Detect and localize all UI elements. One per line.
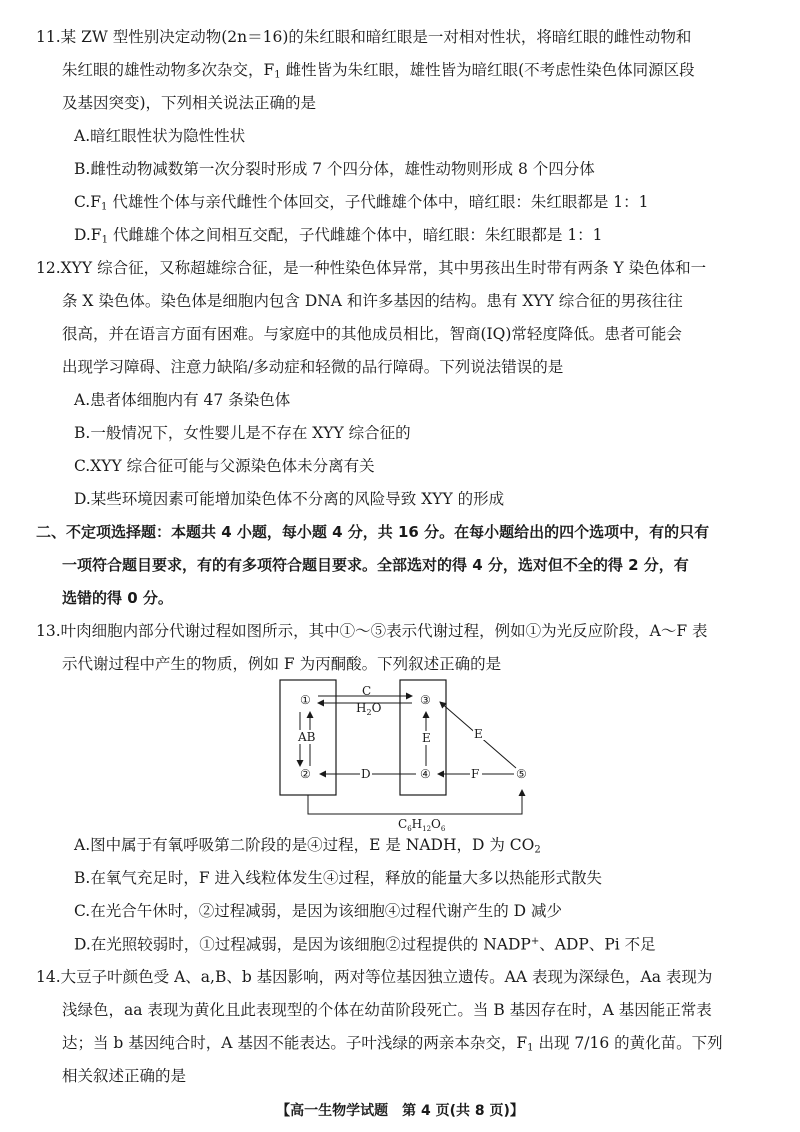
q14-stem-line-4: 相关叙述正确的是 [62, 1067, 187, 1085]
q11-option-text: D.F [74, 226, 102, 244]
q13-stem-line-1: 13.叶肉细胞内部分代谢过程如图所示，其中①～⑤表示代谢过程，例如①为光反应阶段，A～F 表 [36, 622, 708, 640]
q14-stem-line-3 [62, 1036, 723, 1054]
q11-text: 朱红眼的雄性动物多次杂交，F [62, 61, 275, 79]
process-1-label: ① [300, 693, 311, 707]
q14-text: 出现 7/16 的黄化苗。下列 [533, 1034, 723, 1052]
process-5-label: ⑤ [516, 767, 527, 781]
q14-text: 达；当 b 基因纯合时，A 基因不能表达。子叶浅绿的两亲本杂交，F [62, 1034, 528, 1052]
q13-option-text: A.图中属于有氧呼吸第二阶段的是④过程，E 是 NADH，D 为 CO [74, 836, 535, 854]
q11-option-b: B.雌性动物减数第一次分裂时形成 7 个四分体，雄性动物则形成 8 个四分体 [74, 160, 595, 178]
page-footer: 【高一生物学试题 第 4 页(共 8 页)】 [276, 1103, 524, 1119]
q14-stem-line-1: 14.大豆子叶颜色受 A、a,B、b 基因影响，两对等位基因独立遗传。AA 表现为深绿色，Aa 表现为 [36, 968, 713, 986]
process-3-label: ③ [420, 693, 431, 707]
q13-stem-line-2: 示代谢过程中产生的物质，例如 F 为丙酮酸。下列叙述正确的是 [62, 655, 502, 673]
q13-option-text: 、ADP、Pi 不足 [539, 935, 656, 954]
substance-e-label: E [422, 731, 431, 745]
q12-stem-line-1: 12.XYY 综合征，又称超雄综合征，是一种性染色体异常，其中男孩出生时带有两条 Y 染色体和一 [36, 259, 707, 277]
q11-stem-line-2 [62, 63, 695, 81]
q13-option-d [74, 937, 656, 953]
subscript: 1 [101, 201, 108, 213]
superscript: + [530, 936, 540, 947]
q12-stem-line-3: 很高，并在语言方面有困难。与家庭中的其他成员相比，智商(IQ)常轻度降低。患者可能会 [62, 325, 682, 343]
q12-stem-line-4: 出现学习障碍、注意力缺陷/多动症和轻微的品行障碍。下列说法错误的是 [62, 358, 564, 376]
q12-option-c: C.XYY 综合征可能与父源染色体未分离有关 [74, 457, 375, 475]
q13-option-a [74, 838, 541, 856]
q12-option-a: A.患者体细胞内有 47 条染色体 [74, 391, 291, 409]
q11-text: 雌性皆为朱红眼，雄性皆为暗红眼(不考虑性染色体同源区段 [280, 61, 695, 79]
arrow-glucose [308, 790, 522, 814]
process-4-label: ④ [420, 767, 431, 781]
subscript: 2 [534, 844, 541, 856]
q11-option-a: A.暗红眼性状为隐性性状 [74, 127, 246, 145]
q11-option-text: C.F [74, 193, 101, 211]
process-2-label: ② [300, 767, 311, 781]
substance-ab-label: AB [298, 730, 316, 744]
subscript: 1 [101, 234, 108, 246]
q11-stem-line-3: 及基因突变)，下列相关说法正确的是 [62, 94, 317, 112]
q11-option-d [74, 228, 603, 246]
q12-option-b: B.一般情况下，女性婴儿是不存在 XYY 综合征的 [74, 424, 411, 442]
q11-option-c [74, 195, 649, 213]
q11-option-text: 代雄性个体与亲代雌性个体回交，子代雌雄个体中，暗红眼：朱红眼都是 1：1 [107, 193, 649, 211]
q13-option-b: B.在氧气充足时，F 进入线粒体发生④过程，释放的能量大多以热能形式散失 [74, 869, 603, 887]
substance-f-label: F [471, 767, 480, 781]
q11-stem-line-1: 11.某 ZW 型性别决定动物(2n＝16)的朱红眼和暗红眼是一对相对性状，将暗红眼的雌性动物和 [36, 28, 692, 46]
section2-heading-line-3: 选错的得 0 分。 [62, 589, 173, 607]
metabolism-diagram [270, 672, 550, 834]
q13-option-text: D.在光照较弱时，①过程减弱，是因为该细胞②过程提供的 NADP [74, 935, 531, 954]
subscript: 1 [527, 1042, 534, 1054]
section2-heading-line-2: 一项符合题目要求，有的有多项符合题目要求。全部选对的得 4 分，选对但不全的得 2 分，有 [62, 556, 689, 574]
q13-option-c: C.在光合午休时，②过程减弱，是因为该细胞④过程代谢产生的 D 减少 [74, 902, 563, 920]
substance-d-label: D [361, 767, 371, 781]
substance-h2o-label: $H_2O$ [356, 701, 382, 717]
q12-option-d: D.某些环境因素可能增加染色体不分离的风险导致 XYY 的形成 [74, 490, 505, 508]
q11-option-text: 代雌雄个体之间相互交配，子代雌雄个体中，暗红眼：朱红眼都是 1：1 [107, 226, 603, 244]
q14-stem-line-2: 浅绿色，aa 表现为黄化且此表现型的个体在幼苗阶段死亡。当 B 基因存在时，A 基因能正常表 [62, 1001, 712, 1019]
substance-e-label-2: E [474, 727, 483, 741]
glucose-label: $C_6H_{12}O_6$ [398, 817, 446, 833]
q12-stem-line-2: 条 X 染色体。染色体是细胞内包含 DNA 和许多基因的结构。患有 XYY 综合征的男孩往往 [62, 292, 683, 310]
subscript: 1 [274, 69, 281, 81]
substance-c-label: C [362, 684, 372, 698]
section2-heading-line-1: 二、不定项选择题：本题共 4 小题，每小题 4 分，共 16 分。在每小题给出的四个选项中，有的只有 [36, 523, 710, 541]
